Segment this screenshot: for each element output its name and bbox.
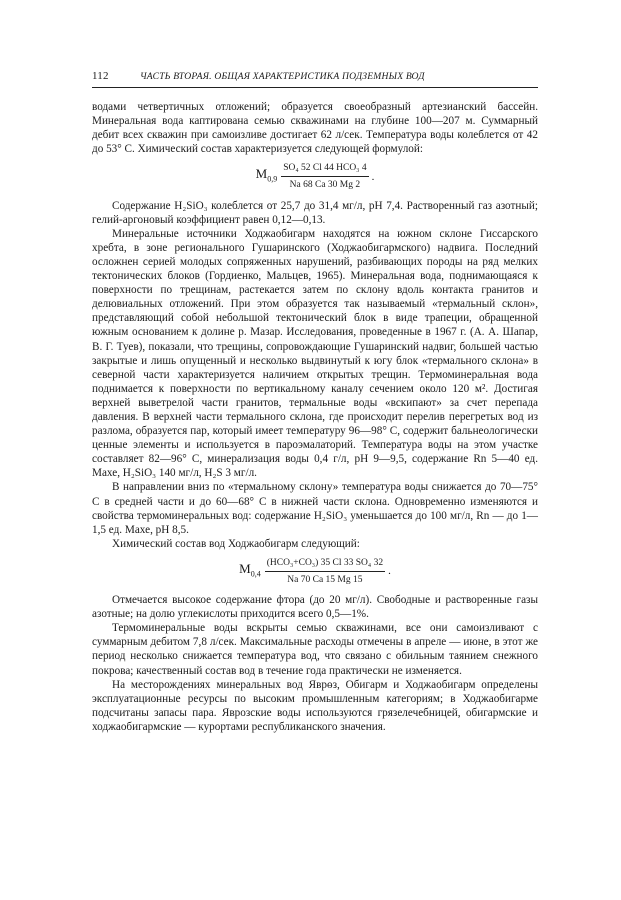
paragraph: Химический состав вод Ходжаобигарм следующий: [112,537,360,550]
paragraph: Термоминеральные воды вскрыты семью скважинами, все они самоизливают с суммарным дебитом 7,8 л/сек. Максимальные расходы отмечены в апреле — июне, в этот же период несколько снижается температура вод, что связано с обильным таянием снежного покрова; качественный состав вод в течение года практически не изменяется. [92,622,538,677]
paragraph: Отмечается высокое содержание фтора (до 20 мг/л). Свободные и растворенные газы азотные; на долю углекислоты приходится всего 0,5—1%. [92,594,538,621]
paragraph: Содержание H₂SiO₃ колеблется от 25,7 до 31,4 мг/л, pH 7,4. Растворенный газ азотный; гелий-аргоновый коэффициент равен 0,12—0,13. [92,199,538,226]
formula-numerator: (HCO₃+CO₃) 35 Cl 33 SO₄ 32 [265,556,385,572]
formula-numerator: SO₄ 52 Cl 44 HCO₃ 4 [281,161,368,177]
formula-ion-composition-2: $M_{0,4}$ $\frac{\text{(HCO₃+CO₃) 35 Cl 33 SO₄ 32}}{Na 70 Ca 15 Mg 15}$ . [92,556,538,587]
header-rule [92,87,538,88]
paragraph: водами четвертичных отложений; образуется своеобразный артезианский бассейн. Минеральная вода каптирована семью скважинами на глубине 100—207 м. Суммарный дебит всех скважин при самоизливе достигает 62 л/сек. Температура воды колеблется от 42 до 53° С. Химический состав характеризуется следующей формулой: [92,101,538,156]
formula-denominator: Na 70 Ca 15 Mg 15 [287,575,363,585]
body-text [92,100,538,734]
formula-mineralization: $M_{0,9}$ [255,166,278,184]
page-number: 112 [92,70,109,82]
paragraph: Минеральные источники Ходжаобигарм находятся на южном склоне Гиссарского хребта, в зоне регионального Гушаринского (Ходжаобигармского) надвига. Последний осложнен серией молодых сопряженных нарушений, разбивающих породы на ряд мелких тектонических блоков (Гордиенко, Мальцев, 1965). Минеральная вода, поднимающаяся к поверхности по трещинам, растекается затем по склону вдоль контакта гранитов и делювиальных отложений. При этом образуется так называемый «термальный склон», представляющий собой небольшой тектонический блок в виде трапеции, обращенной южным основанием к долине р. Мазар. Исследования, проведенные в 1967 г. (А. А. Шапар, В. Г. Туев), показали, что трещины, сопровождающие Гушаринский надвиг, большей частью закрытые и лишь опущенный и несколько выдвинутый к югу блок «термального склона» в северной части характеризуется наличием открытых трещин. Термоминеральная вода поднимается к поверхности по вертикальному каналу сечением около 120 м². Достигая верхней выветрелой части гранитов, термальные воды «вскипают» за счет перепада давления. В верхней части термального склона, где происходит перелив перегретых вод из разлома, образуется пар, который имеет температуру 96—98° С, содержит бальнеологически ценные элементы и используется в пароэмалаторий. Температура воды на этом участке составляет 82—96° С, минерализация воды 0,4 г/л, pH 9—9,5, содержание Rn 5—40 ед. Махе, H₂SiO₃ 140 мг/л, H₂S 3 мг/л. [92,227,538,480]
formula-mineralization: $M_{0,4}$ [239,560,261,579]
running-title: ЧАСТЬ ВТОРАЯ. ОБЩАЯ ХАРАКТЕРИСТИКА ПОДЗЕМНЫХ ВОД [140,71,425,82]
formula-fraction [281,161,368,192]
paragraph: В направлении вниз по «термальному склону» температура воды снижается до 70—75° С в средней части и до 60—68° С в нижней части склона. Одновременно изменяются и свойства термоминеральных вод: содержание H₂SiO₃ уменьшается до 100 мг/л, Rn — до 1—1,5 ед. Махе, pH 8,5. [92,481,538,536]
formula-fraction [265,556,385,587]
paragraph: На месторождениях минеральных вод Яврөз, Обигарм и Ходжаобигарм определены эксплуатационные ресурсы по высоким промышленным категориям; в Ходжаобигарме подсчитаны запасы пара. Яврозские воды используются грязелечебницей, обигармские и ходжаобигармские — курортами республиканского значения. [92,678,538,733]
formula-denominator: Na 68 Ca 30 Mg 2 [289,180,361,191]
formula-ion-composition-1: $M_{0,9}$ $\frac{\text{SO₄ 52 Cl 44 HCO₃ 4}}{Na 68 Ca 30 Mg 2}$ . [92,161,538,192]
